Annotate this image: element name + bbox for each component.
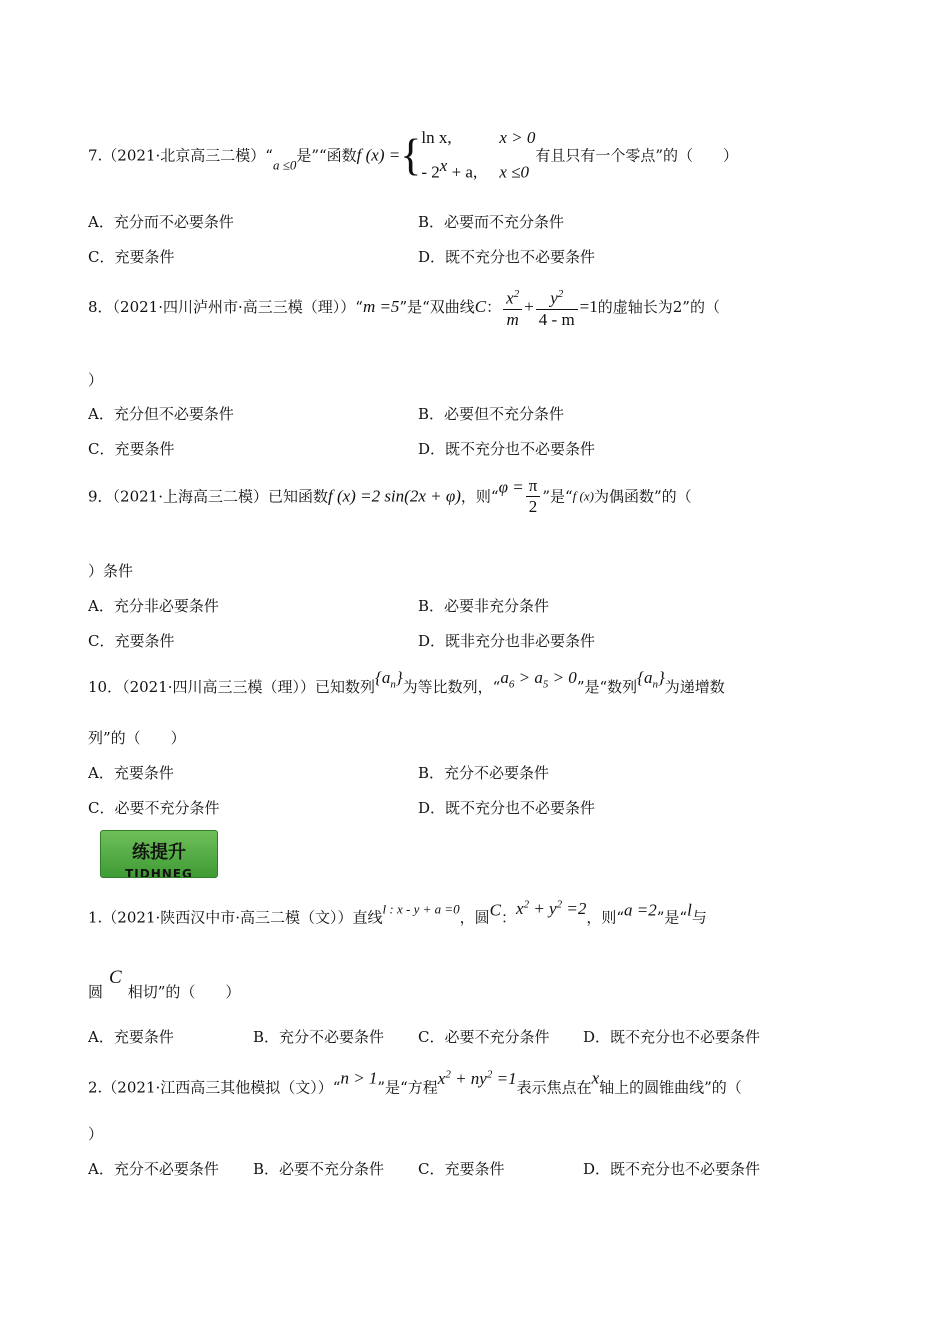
q8-option-a: A．充分但不必要条件 (88, 405, 234, 423)
p2-continuation: ） (88, 1125, 104, 1143)
p1-continuation (88, 968, 240, 1002)
q7-option-d: D．既不充分也不必要条件 (418, 248, 596, 266)
q8-prefix: 8．（2021·四川泸州市·高三三模（理））“ (88, 297, 363, 316)
q10-option-a: A．充要条件 (88, 764, 174, 782)
q7-option-b: B．必要而不充分条件 (418, 213, 565, 231)
p1-option-c: C．必要不充分条件 (418, 1028, 550, 1046)
p1-line: l : x - y + a =0 (382, 901, 460, 917)
q10-suffix: 为递增数 (664, 678, 725, 696)
p1-prefix: 1.（2021·陕西汉中市·高三二模（文））直线 (88, 908, 383, 927)
q8-frac-x: $\frac{x^2}{m}$ (503, 284, 522, 330)
p1-mid2: ，则“ (586, 908, 624, 927)
q9-mid: ，则“ (460, 487, 499, 506)
q9-suffix: 为偶函数”的（ (593, 487, 692, 506)
q10-mid: 为等比数列， (402, 678, 493, 696)
q10-option-b: B．充分不必要条件 (418, 764, 550, 782)
p1-suffix: 与 (691, 908, 707, 927)
q7-brace: { (400, 130, 422, 180)
q10-prefix: 10．（2021·四川高三三模（理））已知数列 (88, 678, 376, 696)
question-7 (88, 124, 738, 184)
p2-condition: n > 1 (340, 1068, 378, 1088)
p2-x: x (591, 1068, 600, 1088)
p1-mid: ，圆 (459, 908, 490, 927)
q7-case2: - 2$^x$ + a, (421, 156, 478, 182)
q9-option-d: D．既非充分也非必要条件 (418, 632, 596, 650)
q9-option-b: B．必要非充分条件 (418, 597, 550, 615)
practice-1 (88, 894, 707, 934)
p1-option-d: D．既不充分也不必要条件 (583, 1028, 761, 1046)
p1-cont-c: C (109, 967, 122, 988)
p2-suffix: 轴上的圆锥曲线”的（ (599, 1078, 742, 1097)
q7-option-a: A．充分而不必要条件 (88, 213, 234, 231)
q10-continuation: 列”的（ ） (88, 729, 186, 747)
q7-case2-cond: x ≤0 (499, 162, 529, 182)
q8-mid: ”是“双曲线 (399, 297, 475, 316)
section-badge-title: 练提升 (132, 842, 186, 863)
section-badge (100, 830, 218, 878)
q10-mid2: 是“数列 (584, 678, 638, 696)
q9-continuation: ）条件 (88, 562, 134, 580)
q7-mid: 是”“函数 (296, 146, 357, 165)
q7-case1: ln x, (421, 128, 452, 147)
p2-option-c: C．充要条件 (418, 1160, 505, 1178)
p1-circle-name: C (489, 900, 501, 920)
p2-option-d: D．既不充分也不必要条件 (583, 1160, 761, 1178)
p1-cont-a: 圆 (88, 983, 104, 1001)
p1-option-a: A．充要条件 (88, 1028, 174, 1046)
p2-option-a: A．充分不必要条件 (88, 1160, 219, 1178)
p2-option-b: B．必要不充分条件 (253, 1160, 385, 1178)
q9-phi: φ = (498, 477, 524, 497)
q8-frac-y: $\frac{y^2}{4 - m}$ (536, 284, 578, 330)
q9-function: f (x) =2 sin(2x + φ) (328, 486, 461, 506)
q8-continuation: ） (88, 371, 104, 389)
q7-option-c: C．充要条件 (88, 248, 175, 266)
q9-pi-over-2: $\frac{\pi}{2}$ (526, 476, 541, 517)
q7-suffix: 有且只有一个零点”的（ ） (535, 146, 739, 165)
q10-condition: $a_6 > a_5 > 0$ (500, 668, 577, 691)
q8-option-d: D．既不充分也不必要条件 (418, 440, 596, 458)
q8-condition: m =5 (362, 296, 400, 316)
q7-prefix: 7.（2021·北京高三二模）“ (88, 146, 273, 165)
p2-mid: ”是“方程 (377, 1078, 438, 1097)
question-8 (88, 284, 720, 334)
q10-sequence-2: $\{a_n\}$ (637, 668, 665, 691)
p1-mid3: ”是“ (656, 908, 688, 927)
p2-mid2: 表示焦点在 (516, 1078, 592, 1097)
q10-option-d: D．既不充分也不必要条件 (418, 799, 596, 817)
q9-mid2: ”是“ (542, 487, 573, 506)
q9-option-a: A．充分非必要条件 (88, 597, 219, 615)
q10-option-c: C．必要不充分条件 (88, 799, 220, 817)
q8-suffix: 的虚轴长为2”的（ (597, 297, 720, 316)
q9-option-c: C．充要条件 (88, 632, 175, 650)
p2-equation: $x^2 + ny^2 =1$ (437, 1068, 517, 1088)
q8-equals-one: =1 (579, 296, 598, 316)
q9-fx: f (x) (572, 488, 594, 504)
p1-l: l (687, 900, 692, 920)
q9-prefix: 9．（2021·上海高三二模）已知函数 (88, 487, 328, 506)
p1-circle-eq: $x^2 + y^2 =2$ (516, 898, 587, 918)
question-10 (88, 668, 725, 708)
q8-option-c: C．充要条件 (88, 440, 175, 458)
question-9 (88, 476, 692, 526)
q7-case1-cond: x > 0 (499, 128, 536, 147)
p1-condition: a =2 (624, 900, 657, 920)
q8-colon: ： (486, 297, 502, 316)
q7-piecewise (421, 124, 535, 187)
q10-open-quote: “ (492, 678, 501, 696)
q10-close-quote: ” (576, 678, 585, 696)
p1-option-b: B．充分不必要条件 (253, 1028, 385, 1046)
q10-sequence-1: $\{a_n\}$ (375, 668, 403, 691)
q8-option-b: B．必要但不充分条件 (418, 405, 565, 423)
section-badge-subtitle: TIDHNEG (125, 867, 193, 878)
q8-curve-name: C (474, 296, 487, 316)
p2-prefix: 2.（2021·江西高三其他模拟（文））“ (88, 1078, 341, 1097)
p1-cont-b: 相切”的（ ） (127, 983, 241, 1001)
q7-condition: a ≤0 (272, 157, 297, 173)
p1-colon: ： (501, 908, 517, 927)
q8-plus: + (524, 296, 534, 316)
practice-2 (88, 1064, 742, 1104)
q7-function: f (x) = (356, 145, 401, 165)
